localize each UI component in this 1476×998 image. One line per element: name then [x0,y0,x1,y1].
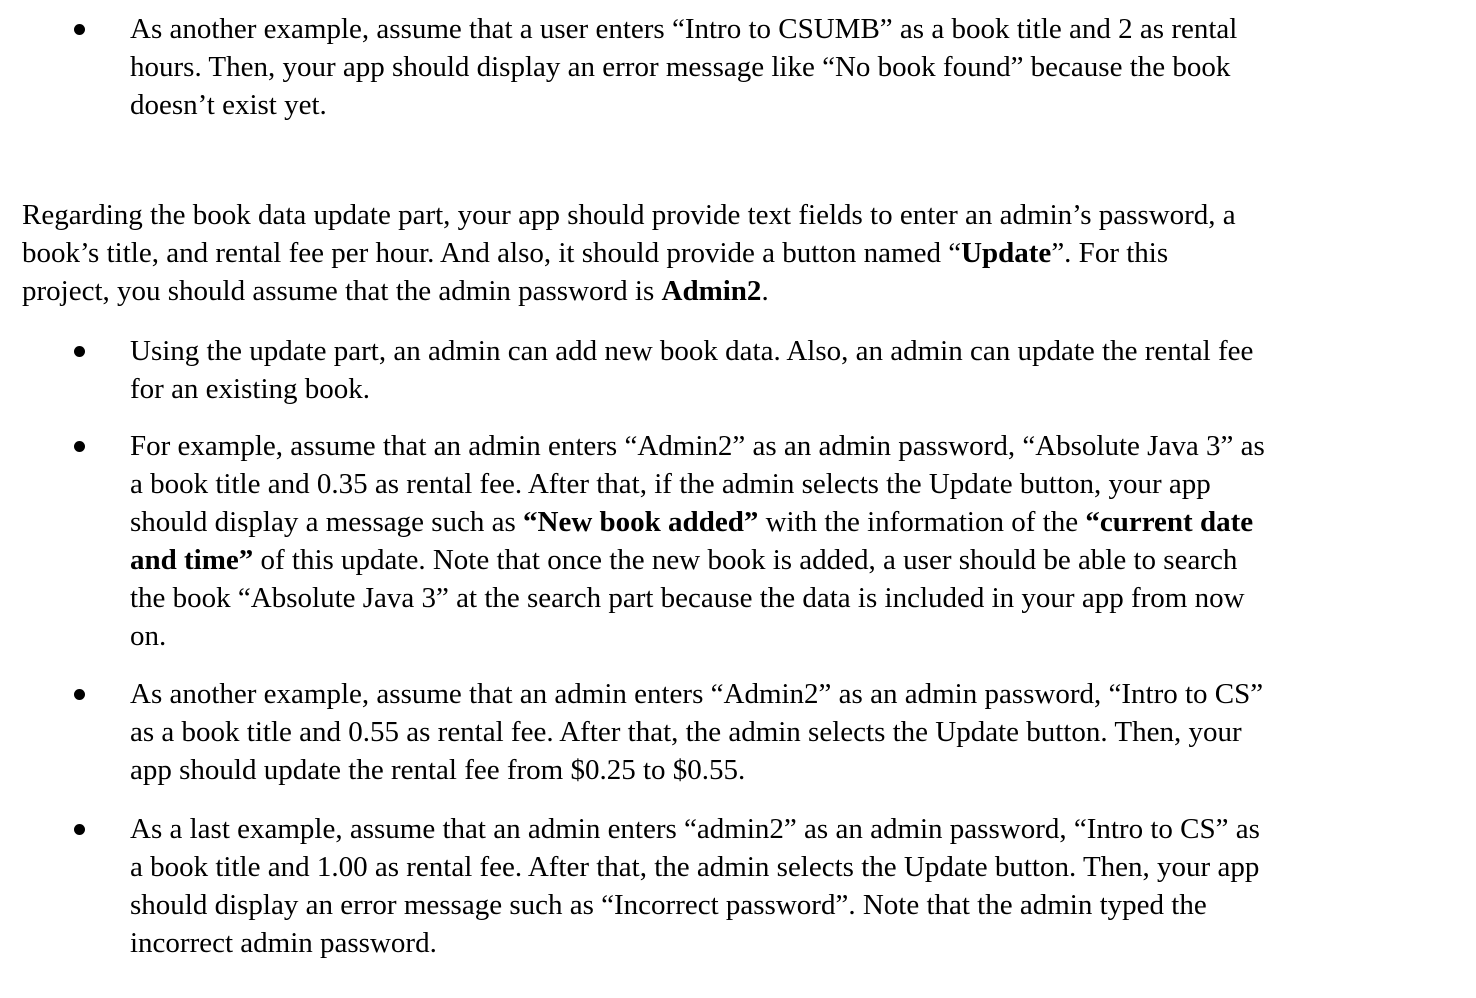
text-line: a book title and 0.35 as rental fee. After that, if the admin selects the Update button, your app [130,468,1211,500]
text-line: Regarding the book data update part, your app should provide text fields to enter an admin’s password, a [22,199,1236,231]
text-line: a book title and 1.00 as rental fee. After that, the admin selects the Update button. Then, your app [130,851,1260,883]
text-line: on. [130,620,167,652]
bold-text-current-date: “current date [1085,506,1254,538]
bullet-marker [74,824,85,835]
text-line: As another example, assume that a user enters “Intro to CSUMB” as a book title and 2 as rental [130,13,1238,45]
text-line: Using the update part, an admin can add new book data. Also, an admin can update the rental fee [130,335,1254,367]
text-run: should display a message such as [130,506,524,538]
text-line: app should update the rental fee from $0.25 to $0.55. [130,754,746,786]
text-line: As another example, assume that an admin enters “Admin2” as an admin password, “Intro to CS” [130,678,1264,710]
text-line [130,541,1237,579]
text-run: book’s title, and rental fee per hour. And also, it should provide a button named “ [22,237,962,269]
bold-text-password: Admin2 [661,275,762,307]
bullet-marker [74,346,85,357]
text-run: project, you should assume that the admin password is [22,275,662,307]
text-line: incorrect admin password. [130,927,437,959]
bullet-marker [74,689,85,700]
text-line: For example, assume that an admin enters “Admin2” as an admin password, “Absolute Java 3” as [130,430,1265,462]
bold-text-update: Update [961,237,1052,269]
text-line: should display an error message such as “Incorrect password”. Note that the admin typed the [130,889,1207,921]
bold-text-new-book-added: “New book added” [523,506,759,538]
bullet-marker [74,441,85,452]
text-line [22,272,769,310]
text-line: hours. Then, your app should display an error message like “No book found” because the book [130,51,1231,83]
text-line: doesn’t exist yet. [130,89,327,121]
bold-text-and-time: and time” [130,544,254,576]
bullet-marker [74,24,85,35]
text-line: As a last example, assume that an admin enters “admin2” as an admin password, “Intro to CS” as [130,813,1260,845]
text-run: with the information of the [758,506,1086,538]
text-line [22,234,1168,272]
text-run: ”. For this [1051,237,1169,269]
text-line: for an existing book. [130,373,371,405]
text-line: the book “Absolute Java 3” at the search part because the data is included in your app from now [130,582,1245,614]
text-run: of this update. Note that once the new book is added, a user should be able to search [253,544,1238,576]
text-line [130,503,1253,541]
text-run: . [761,275,769,307]
text-line: as a book title and 0.55 as rental fee. After that, the admin selects the Update button. Then, your [130,716,1242,748]
